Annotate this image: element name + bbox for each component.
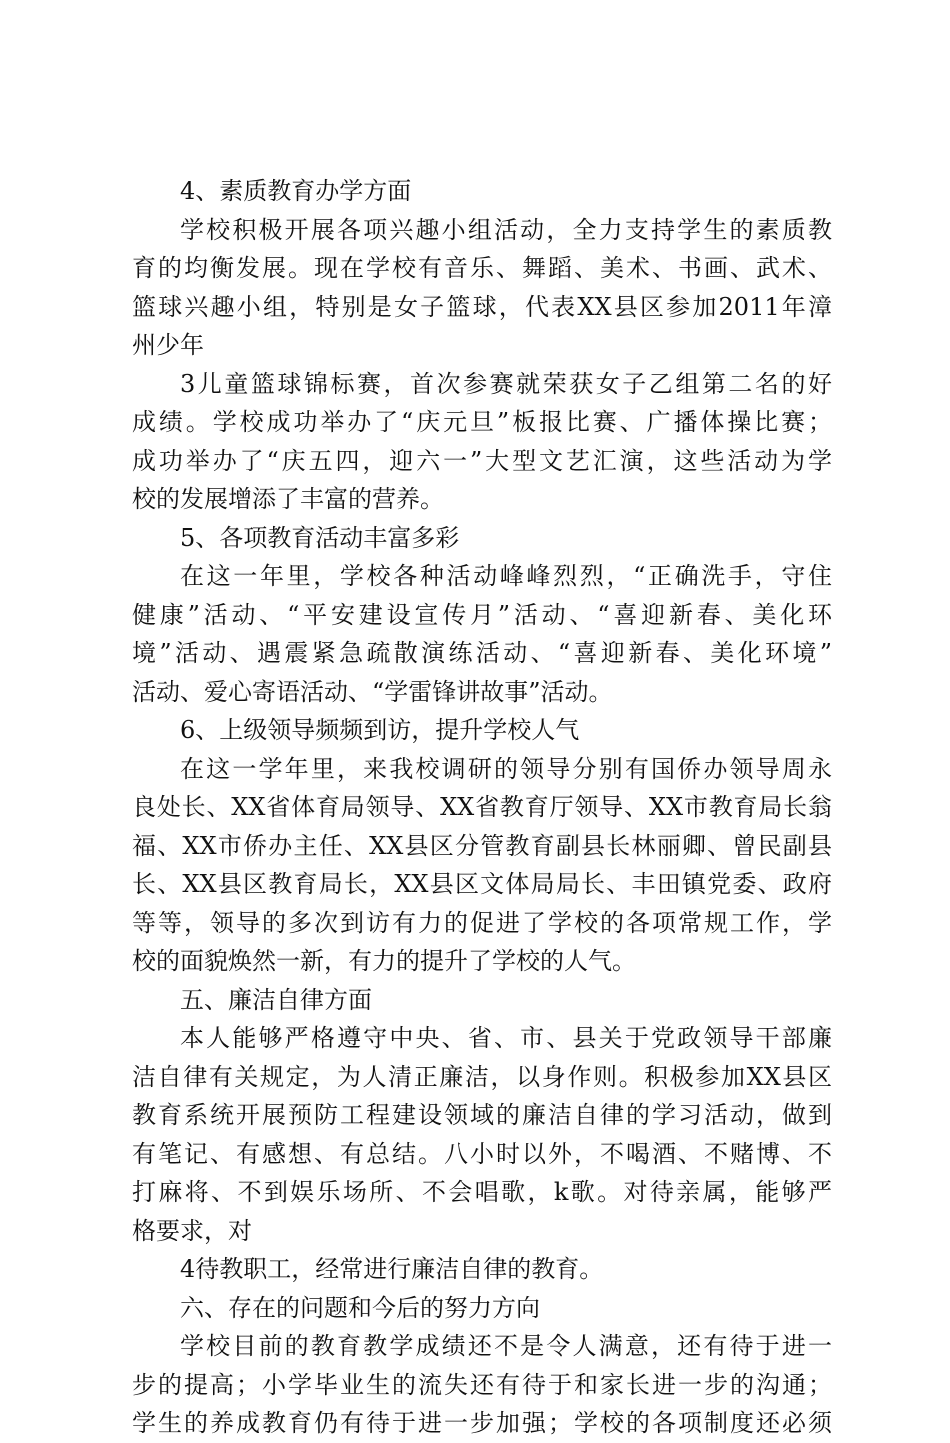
text-line: 五、廉洁自律方面 [180,985,372,1014]
text-line: 4待教职工，经常进行廉洁自律的教育。 [180,1255,604,1283]
text-line: 洁自律有关规定，为人清正廉洁，以身作则。积极参加XX县区 [132,1062,832,1091]
text-line: 5、各项教育活动丰富多彩 [180,523,460,552]
text-line: 有笔记、有感想、有总结。八小时以外，不喝酒、不赌博、不 [132,1139,832,1168]
text-line: 3儿童篮球锦标赛，首次参赛就荣获女子乙组第二名的好 [180,369,832,398]
text-line: 4、素质教育办学方面 [180,177,412,205]
text-line: 学生的养成教育仍有待于进一步加强；学校的各项制度还必须 [132,1409,832,1437]
text-line: 打麻将、不到娱乐场所、不会唱歌，k歌。对待亲属，能够严 [132,1178,832,1206]
text-line: 在这一学年里，来我校调研的领导分别有国侨办领导周永 [180,754,832,783]
text-line: 篮球兴趣小组，特别是女子篮球，代表XX县区参加2011年漳 [132,292,832,321]
text-line: 步的提高；小学毕业生的流失还有待于和家长进一步的沟通； [132,1370,832,1399]
text-line: 育的均衡发展。现在学校有音乐、舞蹈、美术、书画、武术、 [132,254,832,282]
text-line: 福、XX市侨办主任、XX县区分管教育副县长林丽卿、曾民副县 [132,831,832,860]
text-line: 校的发展增添了丰富的营养。 [132,485,444,513]
text-line: 健康”活动、“平安建设宣传月”活动、“喜迎新春、美化环 [132,600,832,629]
text-line: 格要求，对 [132,1216,252,1245]
text-line: 成功举办了“庆五四，迎六一”大型文艺汇演，这些活动为学 [132,446,832,475]
text-line: 州少年 [132,331,204,359]
text-line: 六、存在的问题和今后的努力方向 [180,1293,540,1322]
text-line: 教育系统开展预防工程建设领域的廉洁自律的学习活动，做到 [132,1101,832,1129]
document-body [132,172,832,1443]
text-line: 学校积极开展各项兴趣小组活动，全力支持学生的素质教 [180,215,832,244]
text-line: 校的面貌焕然一新，有力的提升了学校的人气。 [132,947,636,975]
text-line: 良处长、XX省体育局领导、XX省教育厅领导、XX市教育局长翁 [132,793,832,821]
text-line: 在这一年里，学校各种活动峰峰烈烈，“正确洗手，守住 [180,562,832,590]
text-line: 等等，领导的多次到访有力的促进了学校的各项常规工作，学 [132,908,832,937]
text-line: 活动、爱心寄语活动、“学雷锋讲故事”活动。 [132,677,613,706]
text-line: 本人能够严格遵守中央、省、市、县关于党政领导干部廉 [180,1024,832,1052]
text-line: 成绩。学校成功举办了“庆元旦”板报比赛、广播体操比赛； [132,408,832,436]
text-line: 6、上级领导频频到访，提升学校人气 [180,716,580,744]
text-line: 境”活动、遇震紧急疏散演练活动、“喜迎新春、美化环境” [132,639,832,667]
text-line: 学校目前的教育教学成绩还不是令人满意，还有待于进一 [180,1332,832,1360]
text-line: 长、XX县区教育局长，XX县区文体局局长、丰田镇党委、政府 [132,870,832,898]
